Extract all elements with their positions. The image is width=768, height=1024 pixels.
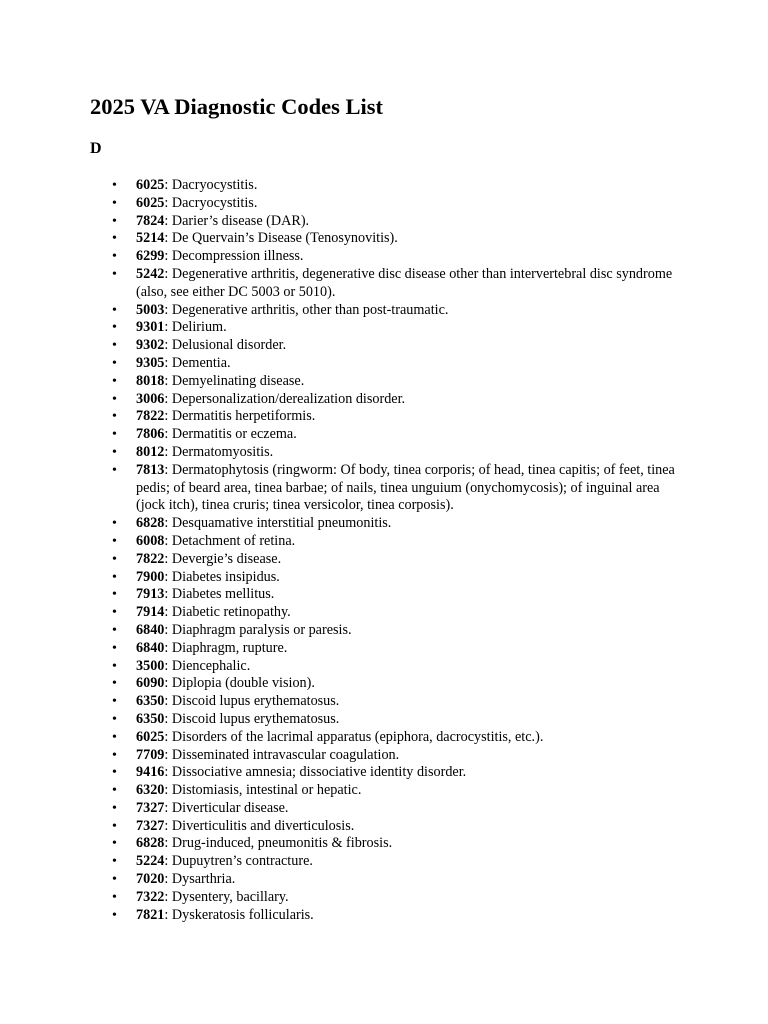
separator: : bbox=[164, 906, 172, 923]
code-description: Degenerative arthritis, other than post-traumatic. bbox=[171, 301, 449, 318]
separator: : bbox=[164, 532, 172, 549]
list-item bbox=[90, 640, 690, 658]
separator: : bbox=[164, 212, 172, 229]
code-description: Decompression illness. bbox=[171, 248, 304, 265]
separator: : bbox=[164, 461, 172, 478]
list-item bbox=[90, 266, 690, 302]
separator: : bbox=[164, 319, 172, 336]
list-item bbox=[90, 444, 690, 462]
list-item bbox=[90, 355, 690, 373]
separator: : bbox=[164, 354, 172, 371]
code-description: Dacryocystitis. bbox=[171, 194, 258, 211]
list-item bbox=[90, 248, 690, 266]
separator: : bbox=[164, 728, 172, 745]
list-item bbox=[90, 213, 690, 231]
diagnostic-code: 8012 bbox=[136, 443, 165, 460]
separator: : bbox=[164, 835, 172, 852]
code-description: Dermatitis or eczema. bbox=[171, 426, 297, 443]
separator: : bbox=[164, 746, 172, 763]
separator: : bbox=[164, 568, 172, 585]
list-item bbox=[90, 729, 690, 747]
code-description: Demyelinating disease. bbox=[171, 372, 305, 389]
separator: : bbox=[164, 871, 172, 888]
code-description: De Quervain’s Disease (Tenosynovitis). bbox=[171, 230, 398, 247]
list-item bbox=[90, 515, 690, 533]
diagnostic-code: 6008 bbox=[136, 532, 165, 549]
list-item bbox=[90, 889, 690, 907]
separator: : bbox=[164, 604, 172, 621]
separator: : bbox=[164, 550, 172, 567]
separator: : bbox=[164, 515, 172, 532]
list-item bbox=[90, 693, 690, 711]
code-description: Diaphragm paralysis or paresis. bbox=[171, 621, 352, 638]
separator: : bbox=[164, 177, 172, 193]
diagnostic-code: 5003 bbox=[136, 301, 165, 318]
code-description: Dysentery, bacillary. bbox=[171, 888, 289, 905]
diagnostic-code: 6350 bbox=[136, 710, 165, 727]
code-description: Dysarthria. bbox=[171, 871, 236, 888]
diagnostic-code: 3006 bbox=[136, 390, 165, 407]
diagnostic-code: 9305 bbox=[136, 354, 165, 371]
code-description: Dyskeratosis follicularis. bbox=[171, 906, 314, 923]
code-description: Darier’s disease (DAR). bbox=[171, 212, 310, 229]
separator: : bbox=[164, 853, 172, 870]
diagnostic-code: 5214 bbox=[136, 230, 165, 247]
diagnostic-code: 3500 bbox=[136, 657, 165, 674]
list-item bbox=[90, 675, 690, 693]
list-item bbox=[90, 853, 690, 871]
diagnostic-code: 7914 bbox=[136, 604, 165, 621]
diagnostic-code: 7913 bbox=[136, 586, 165, 603]
code-description: Diaphragm, rupture. bbox=[171, 639, 288, 656]
code-description: Dermatomyositis. bbox=[171, 443, 274, 460]
separator: : bbox=[164, 230, 172, 247]
list-item bbox=[90, 658, 690, 676]
separator: : bbox=[164, 586, 172, 603]
list-item bbox=[90, 604, 690, 622]
separator: : bbox=[164, 693, 172, 710]
code-description: Diplopia (double vision). bbox=[171, 675, 315, 692]
diagnostic-code: 7821 bbox=[136, 906, 165, 923]
list-item bbox=[90, 195, 690, 213]
code-description: Depersonalization/derealization disorder. bbox=[171, 390, 406, 407]
separator: : bbox=[164, 248, 172, 265]
code-description: Diabetic retinopathy. bbox=[171, 604, 291, 621]
separator: : bbox=[164, 764, 172, 781]
diagnostic-code: 6350 bbox=[136, 693, 165, 710]
list-item bbox=[90, 569, 690, 587]
list-item bbox=[90, 764, 690, 782]
list-item bbox=[90, 177, 690, 195]
code-description: Discoid lupus erythematosus. bbox=[171, 710, 340, 727]
code-description: Diabetes mellitus. bbox=[171, 586, 275, 603]
code-description: Dacryocystitis. bbox=[171, 177, 258, 193]
separator: : bbox=[164, 426, 172, 443]
list-item bbox=[90, 462, 690, 515]
diagnostic-code: 5242 bbox=[136, 265, 165, 282]
diagnostic-code: 7806 bbox=[136, 426, 165, 443]
code-description: Dermatitis herpetiformis. bbox=[171, 408, 316, 425]
diagnostic-code: 9416 bbox=[136, 764, 165, 781]
section-heading: D bbox=[90, 140, 102, 157]
list-item bbox=[90, 871, 690, 889]
separator: : bbox=[164, 265, 172, 282]
list-item bbox=[90, 747, 690, 765]
list-item bbox=[90, 373, 690, 391]
list-item bbox=[90, 586, 690, 604]
code-description: Diverticulitis and diverticulosis. bbox=[171, 817, 355, 834]
code-description: Dissociative amnesia; dissociative identity disorder. bbox=[171, 764, 467, 781]
separator: : bbox=[164, 194, 172, 211]
list-item bbox=[90, 835, 690, 853]
separator: : bbox=[164, 657, 172, 674]
code-description: Delusional disorder. bbox=[171, 337, 287, 354]
list-item bbox=[90, 622, 690, 640]
list-item bbox=[90, 230, 690, 248]
list-item bbox=[90, 391, 690, 409]
separator: : bbox=[164, 799, 172, 816]
page-title: 2025 VA Diagnostic Codes List bbox=[90, 94, 383, 119]
code-description: Discoid lupus erythematosus. bbox=[171, 693, 340, 710]
diagnostic-code: 7322 bbox=[136, 888, 165, 905]
code-description: Dementia. bbox=[171, 354, 231, 371]
diagnostic-code: 7327 bbox=[136, 817, 165, 834]
code-description: Delirium. bbox=[171, 319, 227, 336]
diagnostic-code: 8018 bbox=[136, 372, 165, 389]
separator: : bbox=[164, 782, 172, 799]
diagnostic-code: 6299 bbox=[136, 248, 165, 265]
list-item bbox=[90, 818, 690, 836]
diagnostic-code-list bbox=[90, 177, 690, 924]
separator: : bbox=[164, 390, 172, 407]
diagnostic-code: 7822 bbox=[136, 408, 165, 425]
separator: : bbox=[164, 639, 172, 656]
list-item bbox=[90, 319, 690, 337]
code-description: Dupuytren’s contracture. bbox=[171, 853, 313, 870]
diagnostic-code: 9302 bbox=[136, 337, 165, 354]
list-item bbox=[90, 533, 690, 551]
diagnostic-code: 7327 bbox=[136, 799, 165, 816]
diagnostic-code: 7813 bbox=[136, 461, 165, 478]
code-description: Diencephalic. bbox=[171, 657, 251, 674]
code-description: Degenerative arthritis, degenerative disc disease other than intervertebral disc syndrome (also, see either DC 5003 or 5010). bbox=[136, 265, 673, 300]
list-item bbox=[90, 426, 690, 444]
diagnostic-code: 6025 bbox=[136, 177, 165, 193]
separator: : bbox=[164, 888, 172, 905]
code-description: Disorders of the lacrimal apparatus (epiphora, dacrocystitis, etc.). bbox=[171, 728, 544, 745]
code-description: Detachment of retina. bbox=[171, 532, 296, 549]
diagnostic-code: 6840 bbox=[136, 621, 165, 638]
diagnostic-code: 6025 bbox=[136, 194, 165, 211]
separator: : bbox=[164, 443, 172, 460]
diagnostic-code: 7709 bbox=[136, 746, 165, 763]
diagnostic-code: 6828 bbox=[136, 515, 165, 532]
diagnostic-code: 6090 bbox=[136, 675, 165, 692]
list-item bbox=[90, 408, 690, 426]
list-item bbox=[90, 907, 690, 925]
code-description: Devergie’s disease. bbox=[171, 550, 282, 567]
diagnostic-code: 6320 bbox=[136, 782, 165, 799]
list-item bbox=[90, 800, 690, 818]
list-item bbox=[90, 337, 690, 355]
separator: : bbox=[164, 372, 172, 389]
diagnostic-code: 7822 bbox=[136, 550, 165, 567]
separator: : bbox=[164, 817, 172, 834]
list-item bbox=[90, 551, 690, 569]
diagnostic-code: 6025 bbox=[136, 728, 165, 745]
code-description: Diverticular disease. bbox=[171, 799, 289, 816]
diagnostic-code: 7824 bbox=[136, 212, 165, 229]
diagnostic-code: 6828 bbox=[136, 835, 165, 852]
separator: : bbox=[164, 710, 172, 727]
list-item bbox=[90, 782, 690, 800]
code-description: Disseminated intravascular coagulation. bbox=[171, 746, 400, 763]
diagnostic-code: 6840 bbox=[136, 639, 165, 656]
separator: : bbox=[164, 408, 172, 425]
separator: : bbox=[164, 675, 172, 692]
diagnostic-code: 5224 bbox=[136, 853, 165, 870]
separator: : bbox=[164, 337, 172, 354]
code-description: Distomiasis, intestinal or hepatic. bbox=[171, 782, 362, 799]
code-description: Diabetes insipidus. bbox=[171, 568, 280, 585]
diagnostic-code: 9301 bbox=[136, 319, 165, 336]
diagnostic-code: 7900 bbox=[136, 568, 165, 585]
separator: : bbox=[164, 621, 172, 638]
separator: : bbox=[164, 301, 172, 318]
list-item bbox=[90, 711, 690, 729]
code-description: Desquamative interstitial pneumonitis. bbox=[171, 515, 392, 532]
code-description: Dermatophytosis (ringworm: Of body, tinea corporis; of head, tinea capitis; of feet, tinea pedis; of beard area, tinea barbae; of nails, tinea unguium (onychomycosis); of inguinal area (jock itch), tinea cruris; tinea versicolor, tinea corposis). bbox=[136, 461, 675, 514]
list-item bbox=[90, 302, 690, 320]
diagnostic-code: 7020 bbox=[136, 871, 165, 888]
code-description: Drug-induced, pneumonitis & fibrosis. bbox=[171, 835, 393, 852]
